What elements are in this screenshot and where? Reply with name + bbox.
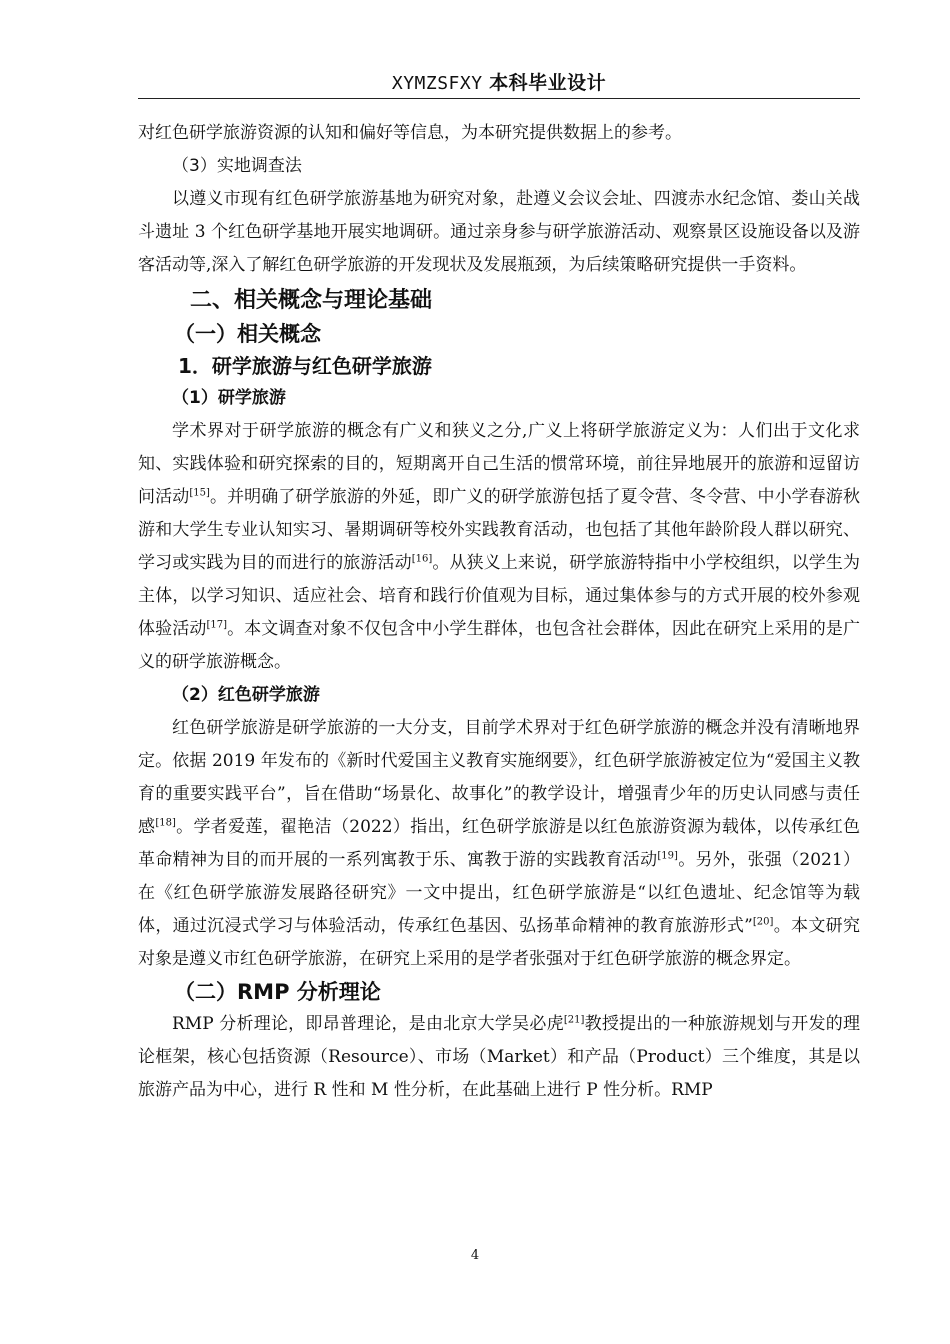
text-run: RMP 分析理论，即昂普理论，是由北京大学吴必虎 bbox=[172, 1014, 564, 1034]
citation-ref: [16] bbox=[411, 553, 433, 565]
paragraph-study-tour bbox=[138, 415, 860, 679]
citation-ref: [19] bbox=[657, 850, 678, 862]
text-run: 。并明确了研学旅游的外延，即广义的研学旅游包括了夏令营、冬令营、中小学春游秋游和大学生专业认知实习、暑期调研等校外实践教育活动，也包括了其他年龄阶段人群以研究、学习或实践为目的而进行的旅游活动 bbox=[138, 487, 860, 573]
paragraph-rmp bbox=[138, 1008, 860, 1107]
paragraph-red-study-tour bbox=[138, 712, 860, 976]
page-body bbox=[138, 117, 860, 1107]
text-run: 。另外，张强（2021）在《红色研学旅游发展路径研究》一文中提出，红色研学旅游是“以红色遗址、纪念馆等为载体，通过沉浸式学习与体验活动，传承红色基因、弘扬革命精神的教育旅游形式” bbox=[138, 850, 861, 936]
header-code: XYMZSFXY bbox=[391, 73, 483, 94]
paragraph-field-survey: 以遵义市现有红色研学旅游基地为研究对象，赴遵义会议会址、四渡赤水纪念馆、娄山关战斗遗址 3 个红色研学基地开展实地调研。通过亲身参与研学旅游活动、观察景区设施设备以及游客活动等,深入了解红色研学旅游的开发现状及发展瓶颈，为后续策略研究提供一手资料。 bbox=[138, 189, 860, 275]
citation-ref: [17] bbox=[206, 619, 227, 631]
section-heading-concepts: （一）相关概念 bbox=[174, 322, 321, 346]
citation-ref: [20] bbox=[752, 916, 774, 928]
citation-ref: [18] bbox=[155, 817, 176, 829]
subsection-heading: 1．研学旅游与红色研学旅游 bbox=[178, 354, 432, 378]
text-run: 。从狭义上来说，研学旅游特指中小学校组织，以学生为主体，以学习知识、适应社会、培育和践行价值观为目标，通过集体参与的方式开展的校外参观体验活动 bbox=[138, 553, 861, 639]
page-number: 4 bbox=[470, 1248, 480, 1263]
citation-ref: [21] bbox=[563, 1014, 585, 1026]
section-heading-rmp: （二）RMP 分析理论 bbox=[174, 980, 381, 1004]
citation-ref: [15] bbox=[189, 487, 210, 499]
text-run: 。学者爱莲，翟艳洁（2022）指出，红色研学旅游是以红色旅游资源为载体，以传承红色革命精神为目的而开展的一系列寓教于乐、寓教于游的实践教育活动 bbox=[138, 817, 861, 870]
page-header bbox=[138, 68, 860, 99]
text-run: 教授提出的一种旅游规划与开发的理论框架，核心包括资源（Resource）、市场（Market）和产品（Product）三个维度，其是以旅游产品为中心，进行 R 性和 M 性分析，在此基础上进行 P 性分析。RMP bbox=[138, 1014, 860, 1100]
method-3-heading: （3）实地调查法 bbox=[172, 156, 302, 176]
text-run: 。本文研究对象是遵义市红色研学旅游，在研究上采用的是学者张强对于红色研学旅游的概念界定。 bbox=[138, 916, 860, 969]
item-heading-red-study-tour: （2）红色研学旅游 bbox=[172, 685, 320, 705]
text-run: 。本文调查对象不仅包含中小学生群体，也包含社会群体，因此在研究上采用的是广义的研学旅游概念。 bbox=[138, 619, 860, 672]
header-title: 本科毕业设计 bbox=[489, 72, 607, 94]
chapter-heading: 二、相关概念与理论基础 bbox=[190, 288, 433, 313]
text-run: 红色研学旅游是研学旅游的一大分支，目前学术界对于红色研学旅游的概念并没有清晰地界定。依据 2019 年发布的《新时代爱国主义教育实施纲要》，红色研学旅游被定位为“爱国主义教育的重要实践平台”，旨在借助“场景化、故事化”的教学设计，增强青少年的历史认同感与责任感 bbox=[138, 718, 860, 837]
text-run: 学术界对于研学旅游的概念有广义和狭义之分,广义上将研学旅游定义为：人们出于文化求知、实践体验和研究探索的目的，短期离开自己生活的惯常环境，前往异地展开的旅游和逗留访问活动 bbox=[138, 421, 860, 507]
item-heading-study-tour: （1）研学旅游 bbox=[172, 388, 286, 408]
header-text bbox=[392, 72, 606, 94]
paragraph-intro: 对红色研学旅游资源的认知和偏好等信息，为本研究提供数据上的参考。 bbox=[138, 123, 682, 143]
